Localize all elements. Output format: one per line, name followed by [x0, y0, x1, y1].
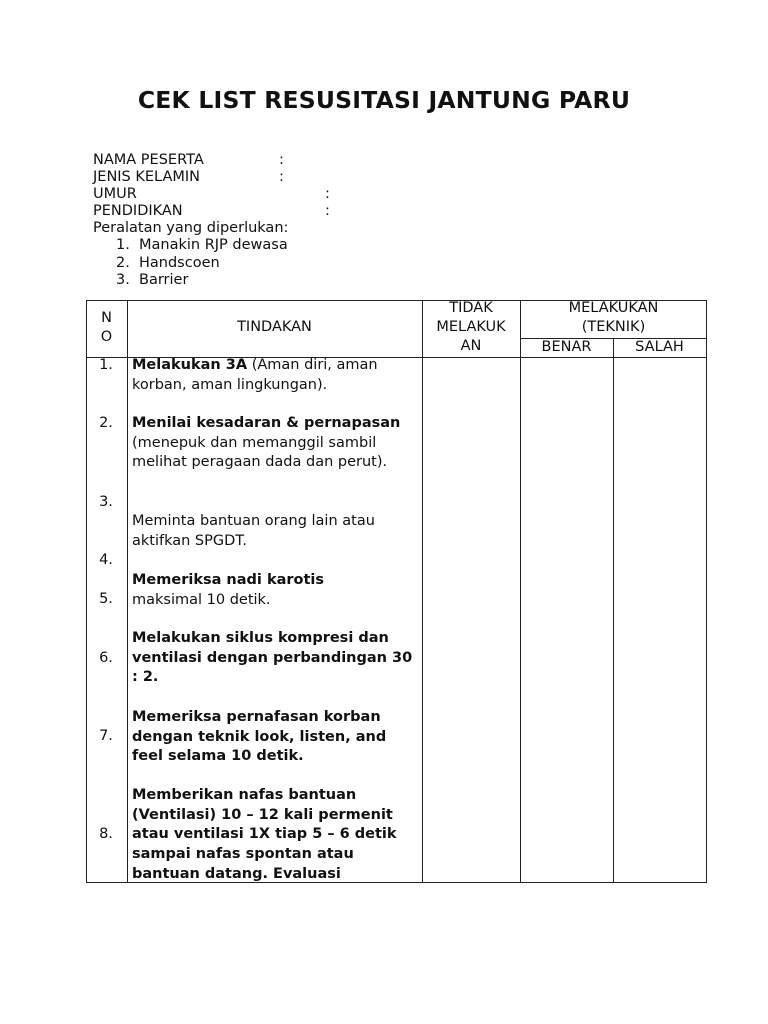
checklist-table: [86, 300, 707, 883]
header-tindakan: TINDAKAN: [237, 319, 312, 335]
header-melakukan: MELAKUKAN (TEKNIK): [568, 300, 659, 335]
row-number: 7.: [99, 728, 113, 744]
action-bold: Memeriksa nadi karotis: [132, 572, 325, 588]
row-number: 5.: [99, 591, 113, 607]
column-divider: [520, 300, 521, 883]
row-number: 4.: [99, 552, 113, 568]
table-border-right: [706, 300, 707, 883]
equipment-text: Barrier: [139, 272, 189, 288]
column-divider: [613, 338, 614, 883]
field-label: JENIS KELAMIN: [93, 169, 201, 185]
field-colon: :: [279, 152, 284, 168]
document-title: CEK LIST RESUSITASI JANTUNG PARU: [137, 86, 631, 114]
header-salah: SALAH: [635, 339, 684, 355]
action-bold: Melakukan 3A: [132, 357, 248, 373]
action-text: [132, 629, 422, 688]
action-bold: Menilai kesadaran & pernapasan: [132, 415, 401, 431]
column-divider: [127, 300, 128, 883]
equipment-item: [116, 237, 288, 253]
action-detail: maksimal 10 detik.: [132, 592, 271, 608]
action-bold: Memeriksa pernafasan korban dengan teknik look, listen, and feel selama 10 detik.: [132, 709, 387, 765]
header-benar: BENAR: [541, 339, 592, 355]
field-colon: :: [325, 203, 330, 219]
equipment-item: [116, 272, 188, 288]
action-text: [132, 591, 422, 611]
field-pendidikan: [93, 203, 330, 220]
action-text: [132, 786, 422, 885]
action-detail: (Aman diri, aman korban, aman lingkungan).: [132, 357, 378, 393]
equipment-number: 2.: [116, 255, 130, 271]
action-detail: Meminta bantuan orang lain atau aktifkan SPGDT.: [132, 513, 375, 549]
equipment-number: 3.: [116, 272, 130, 288]
row-number: 2.: [99, 415, 113, 431]
row-number: 3.: [99, 494, 113, 510]
row-number: 6.: [99, 650, 113, 666]
field-nama-peserta: [93, 152, 284, 169]
field-colon: :: [325, 186, 330, 202]
action-bold: Melakukan siklus kompresi dan ventilasi dengan perbandingan 30 : 2.: [132, 630, 413, 686]
row-number: 1.: [99, 357, 113, 373]
header-tidak-melakukan: TIDAK MELAKUK AN: [436, 300, 506, 354]
equipment-number: 1.: [116, 237, 130, 253]
equipment-title: Peralatan yang diperlukan:: [93, 220, 289, 236]
action-text: [132, 708, 422, 767]
field-label: PENDIDIKAN: [93, 203, 183, 219]
field-colon: :: [279, 169, 284, 185]
action-text: [132, 356, 422, 395]
equipment-item: [116, 255, 220, 271]
column-divider: [422, 300, 423, 883]
equipment-text: Manakin RJP dewasa: [139, 237, 288, 253]
row-number: 8.: [99, 826, 113, 842]
action-text: [132, 512, 422, 551]
field-label: NAMA PESERTA: [93, 152, 204, 168]
field-jenis-kelamin: [93, 169, 284, 186]
action-detail: (menepuk dan memanggil sambil melihat peragaan dada dan perut).: [132, 434, 388, 471]
action-text: [132, 571, 422, 591]
header-no: N O: [100, 310, 113, 345]
action-bold: Memberikan nafas bantuan (Ventilasi) 10 – 12 kali permenit atau ventilasi 1X tiap 5 – 6 detik sampai nafas spontan atau bantuan datang. Evaluasi: [132, 787, 397, 882]
equipment-text: Handscoen: [139, 255, 220, 271]
field-label: UMUR: [93, 186, 137, 202]
field-umur: [93, 186, 330, 203]
action-text: [132, 414, 422, 473]
